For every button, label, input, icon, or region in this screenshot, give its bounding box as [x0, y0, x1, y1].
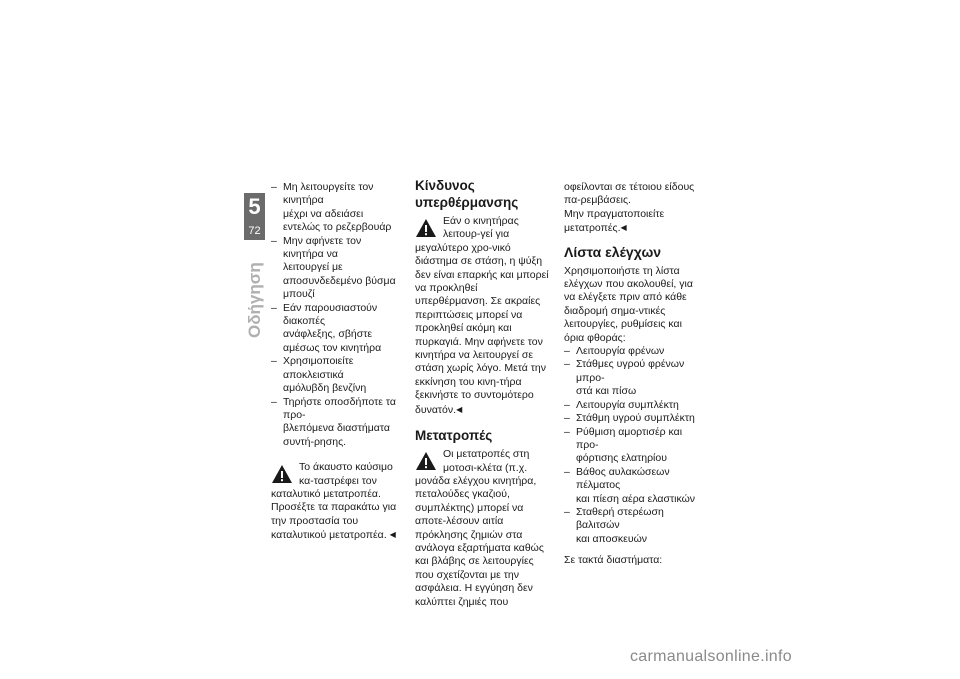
warning-text: Εάν ο κινητήρας λειτουρ-γεί για μεγαλύτερο χρο-νικό διάστημα σε στάση, η ψύξη δεν είναι επαρκής και μπορεί να προκληθεί υπερθέρμανση. Σε ακραίες περιπτώσεις μπορεί να προκληθεί ακόμη και πυρκαγιά. Μην αφήνετε τον κινητήρα να λειτουργεί σε στάση χωρίς λόγο. Μετά την εκκίνηση του κινη-τήρα ξεκινήστε το συντομότερο δυνατόν. — [415, 215, 549, 416]
warning-triangle-icon — [271, 464, 293, 484]
list-item: – Λειτουργία συμπλέκτη — [564, 398, 679, 411]
chapter-number: 5 — [248, 194, 261, 219]
heading-checklist: Λίστα ελέγχων — [564, 243, 662, 260]
column-1 — [271, 181, 399, 543]
warning-note — [415, 448, 551, 609]
paragraph: Μην πραγματοποιείτε μετατροπές.◀ — [564, 207, 665, 235]
list-item: – Μη λειτουργείτε τον κινητήρα μέχρι να αδειάσει εντελώς το ρεζερβουάρ — [271, 181, 392, 234]
list-item: – Εάν παρουσιαστούν διακοπές ανάφλεξης, σβήστε αμέσως τον κινητήρα — [271, 301, 382, 354]
list-item: – Σταθερή στερέωση βαλιτσών και αποσκευών — [564, 505, 664, 545]
heading-overheating: Κίνδυνος υπερθέρμανσης — [415, 178, 519, 210]
list-item: – Ρύθμιση αμορτισέρ και προ- φόρτισης ελατηρίου — [564, 425, 683, 465]
list-item: – Λειτουργία φρένων — [564, 345, 665, 358]
warning-note — [415, 215, 551, 417]
list-item: – Στάθμες υγρού φρένων μπρο- στά και πίσω — [564, 358, 685, 398]
watermark: carmanualsonline.info — [630, 648, 792, 665]
end-marker-icon: ◀ — [620, 223, 627, 233]
list-item: – Βάθος αυλακώσεων πέλματος και πίεση αέρα ελαστικών — [564, 465, 696, 505]
section-title-vertical — [246, 248, 264, 338]
warning-triangle-icon — [415, 451, 437, 471]
column-2 — [415, 177, 551, 609]
paragraph: Προσέξτε τα παρακάτω για την προστασία του καταλυτικού μετατροπέα. ◀ — [271, 501, 397, 542]
column-3 — [564, 181, 702, 568]
end-marker-icon: ◀ — [389, 530, 396, 540]
end-marker-icon: ◀ — [456, 404, 463, 414]
list-item: – Μην αφήνετε τον κινητήρα να λειτουργεί με αποσυνδεδεμένο βύσμα μπουζί — [271, 234, 396, 301]
section-title: Οδήγηση — [245, 262, 264, 338]
warning-text: Οι μετατροπές στη μοτοσι-κλέτα (π.χ. μονάδα ελέγχου κινητήρα, πεταλούδες γκαζιού, συμπλέκτης) μπορεί να αποτε-λέσουν αιτία πρόκλησης ζημιών στα ανάλογα εξαρτήματα καθώς και βλάβης σε λειτουργίες που σχετίζονται με την ασφάλεια. Η εγγύηση δεν καλύπτει ζημιές που — [415, 448, 544, 608]
list-item: – Τηρήστε οποσδήποτε τα προ- βλεπόμενα διαστήματα συντή-ρησης. — [271, 395, 396, 448]
warning-note — [271, 461, 399, 501]
page-number: 72 — [248, 225, 261, 237]
paragraph: οφείλονται σε τέτοιου είδους πα-ρεμβάσεις. — [564, 181, 695, 207]
list-item: – Στάθμη υγρού συμπλέκτη — [564, 412, 695, 425]
list-item: – Χρησιμοποιείτε αποκλειστικά αμόλυβδη βενζίνη — [271, 355, 367, 395]
heading-modifications: Μετατροπές — [415, 428, 493, 444]
warning-triangle-icon — [415, 218, 437, 238]
paragraph: Χρησιμοποιήστε τη λίστα ελέγχων που ακολουθεί, για να ελέγξετε πριν από κάθε διαδρομή σημα-ντικές λειτουργίες, ρυθμίσεις και όρια φθοράς: — [564, 264, 693, 344]
paragraph: Σε τακτά διαστήματα: — [564, 554, 663, 567]
warning-text: Το άκαυστο καύσιμο κα-ταστρέφει τον καταλυτικό μετατροπέα. — [271, 461, 393, 500]
